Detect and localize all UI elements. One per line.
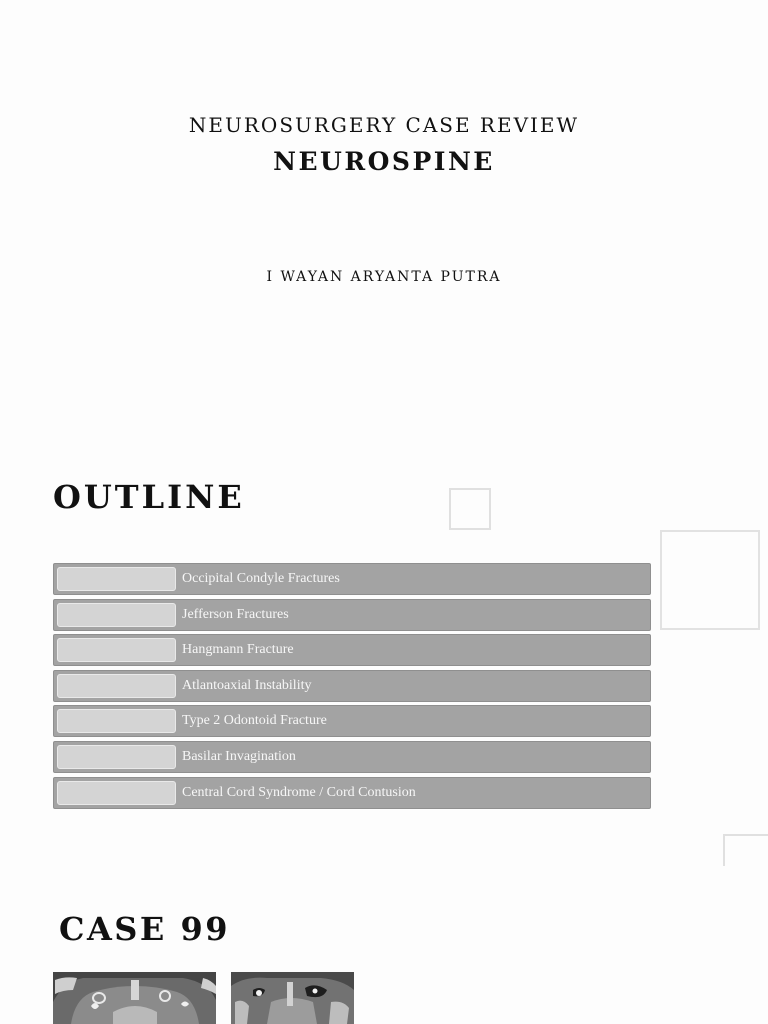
outline-item-tab [57, 567, 176, 591]
outline-item-tab [57, 603, 176, 627]
outline-item-label: Occipital Condyle Fractures [182, 571, 340, 586]
outline-item-tab [57, 781, 176, 805]
decorative-square-small [449, 488, 491, 530]
outline-item-label: Hangmann Fracture [182, 642, 294, 658]
outline-item-tab [57, 674, 176, 698]
outline-item-label: Central Cord Syndrome / Cord Contusion [182, 784, 416, 800]
outline-item [53, 563, 651, 595]
outline-item-tab [57, 638, 176, 662]
outline-list [53, 563, 651, 812]
outline-item-tab [57, 709, 176, 733]
outline-item-label: Type 2 Odontoid Fracture [182, 713, 327, 729]
outline-heading: OUTLINE [53, 478, 245, 516]
ct-scan-graphic [53, 972, 216, 1024]
outline-item-tab [57, 745, 176, 769]
ct-scan-graphic [231, 972, 354, 1024]
document-title: NEUROSPINE [273, 147, 495, 176]
case-heading: CASE 99 [59, 910, 230, 948]
outline-item-label: Jefferson Fractures [182, 606, 289, 622]
outline-item [53, 599, 651, 631]
decorative-corner [723, 834, 768, 866]
outline-item [53, 705, 651, 737]
author-name: I WAYAN ARYANTA PUTRA [266, 269, 502, 285]
outline-item [53, 741, 651, 773]
decorative-square-large [660, 530, 760, 630]
outline-item-label: Atlantoaxial Instability [182, 677, 312, 693]
outline-item [53, 777, 651, 809]
outline-item [53, 634, 651, 666]
outline-item-label: Basilar Invagination [182, 748, 296, 764]
ct-scan-image-sagittal [231, 972, 354, 1024]
ct-scan-image-coronal [53, 972, 216, 1024]
series-title: NEUROSURGERY CASE REVIEW [188, 113, 580, 137]
outline-item [53, 670, 651, 702]
